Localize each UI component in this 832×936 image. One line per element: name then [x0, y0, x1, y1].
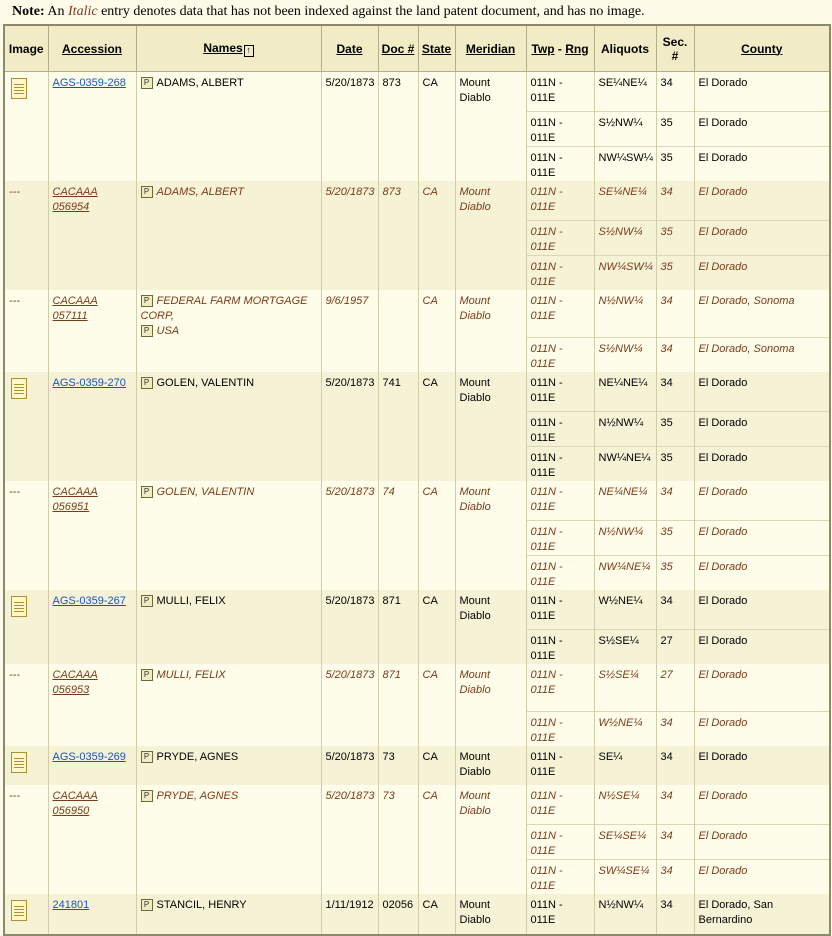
name-entry	[141, 485, 317, 500]
county-cell: El Dorado	[694, 147, 830, 182]
county-cell: El Dorado	[694, 112, 830, 147]
aliquots-cell: S½SE¼	[594, 664, 656, 712]
document-icon[interactable]	[11, 78, 27, 99]
image-cell	[4, 785, 48, 894]
sec-cell: 34	[656, 746, 694, 785]
state-cell: CA	[418, 290, 455, 372]
meridian-cell: Mount Diablo	[455, 894, 526, 935]
patent-row	[4, 785, 830, 825]
meridian-cell: Mount Diablo	[455, 481, 526, 590]
meridian-cell: Mount Diablo	[455, 590, 526, 664]
aliquots-cell: N½NW¼	[594, 894, 656, 935]
sec-cell: 34	[656, 825, 694, 860]
names-cell	[136, 894, 321, 935]
twp-rng-cell: 011N - 011E	[526, 556, 594, 591]
land-patent-table	[3, 24, 831, 936]
note-post: entry denotes data that has not been indexed against the land patent document, and has no image.	[101, 4, 645, 19]
date-header[interactable]: Date	[321, 25, 378, 72]
date-cell: 9/6/1957	[321, 290, 378, 372]
sec-cell: 34	[656, 481, 694, 521]
sec-header: Sec. #	[656, 25, 694, 72]
aliquots-cell: N½SE¼	[594, 785, 656, 825]
state-cell: CA	[418, 590, 455, 664]
aliquots-cell: W½NE¼	[594, 590, 656, 630]
county-cell: El Dorado	[694, 825, 830, 860]
header-row	[4, 25, 830, 72]
aliquots-cell: SE¼NE¼	[594, 181, 656, 221]
sec-cell: 35	[656, 147, 694, 182]
names-cell	[136, 372, 321, 481]
patent-row	[4, 481, 830, 521]
name-entry	[141, 185, 317, 200]
image-cell[interactable]	[4, 72, 48, 182]
image-cell[interactable]	[4, 590, 48, 664]
state-cell: CA	[418, 181, 455, 290]
state-cell: CA	[418, 785, 455, 894]
no-image-dash: ---	[9, 295, 20, 307]
patent-row	[4, 664, 830, 712]
sec-cell: 35	[656, 447, 694, 482]
state-cell: CA	[418, 72, 455, 182]
patent-row	[4, 290, 830, 338]
patentee-name: FEDERAL FARM MORTGAGE CORP,	[140, 295, 308, 322]
name-entry	[141, 324, 317, 339]
patentee-name: ADAMS, ALBERT	[156, 77, 244, 89]
county-cell: El Dorado	[694, 664, 830, 712]
name-entry	[141, 789, 317, 804]
accession-link[interactable]: CACAAA 056950	[52, 790, 98, 817]
doc-cell: 873	[378, 72, 418, 182]
county-cell: El Dorado	[694, 712, 830, 747]
patent-row	[4, 72, 830, 112]
name-entry	[141, 594, 317, 609]
twp-rng-cell: 011N - 011E	[526, 894, 594, 935]
names-cell	[136, 181, 321, 290]
sec-cell: 35	[656, 521, 694, 556]
patentee-icon: P	[141, 595, 153, 607]
document-icon[interactable]	[11, 378, 27, 399]
names-cell	[136, 590, 321, 664]
accession-cell	[48, 290, 136, 372]
accession-link[interactable]: 241801	[52, 899, 90, 911]
doc-cell: 873	[378, 181, 418, 290]
date-cell: 5/20/1873	[321, 72, 378, 182]
county-cell: El Dorado	[694, 481, 830, 521]
date-cell: 5/20/1873	[321, 746, 378, 785]
twp-rng-cell: 011N - 011E	[526, 412, 594, 447]
county-cell: El Dorado	[694, 372, 830, 412]
twp-rng-cell: 011N - 011E	[526, 481, 594, 521]
twp-rng-header[interactable]: Twp - Rng	[526, 25, 594, 72]
doc-cell: 741	[378, 372, 418, 481]
patentee-icon: P	[141, 77, 153, 89]
sec-cell: 35	[656, 256, 694, 291]
doc-cell: 871	[378, 590, 418, 664]
names-cell	[136, 785, 321, 894]
aliquots-cell: NW¼SW¼	[594, 147, 656, 182]
state-cell: CA	[418, 746, 455, 785]
sec-cell: 27	[656, 630, 694, 665]
image-cell[interactable]	[4, 372, 48, 481]
meridian-header[interactable]: Meridian	[455, 25, 526, 72]
accession-cell	[48, 590, 136, 664]
meridian-cell: Mount Diablo	[455, 664, 526, 746]
names-cell	[136, 72, 321, 182]
note-italic-word: Italic	[68, 4, 98, 19]
document-icon[interactable]	[11, 596, 27, 617]
document-icon[interactable]	[11, 752, 27, 773]
twp-rng-cell: 011N - 011E	[526, 712, 594, 747]
accession-link[interactable]: AGS-0359-267	[52, 595, 126, 607]
document-icon[interactable]	[11, 900, 27, 921]
twp-rng-cell: 011N - 011E	[526, 664, 594, 712]
accession-header[interactable]: Accession	[48, 25, 136, 72]
sec-cell: 34	[656, 338, 694, 373]
meridian-cell: Mount Diablo	[455, 290, 526, 372]
name-entry	[141, 668, 317, 683]
county-cell: El Dorado, Sonoma	[694, 290, 830, 338]
names-cell	[136, 481, 321, 590]
twp-rng-cell: 011N - 011E	[526, 338, 594, 373]
accession-link[interactable]: AGS-0359-269	[52, 751, 126, 763]
twp-rng-cell: 011N - 011E	[526, 372, 594, 412]
image-cell	[4, 664, 48, 746]
aliquots-cell: S½NW¼	[594, 112, 656, 147]
no-image-dash: ---	[9, 790, 20, 802]
sec-cell: 35	[656, 112, 694, 147]
patent-row	[4, 746, 830, 785]
no-image-dash: ---	[9, 186, 20, 198]
doc-cell: 73	[378, 785, 418, 894]
aliquots-cell: N½NW¼	[594, 412, 656, 447]
patentee-icon: P	[141, 486, 153, 498]
county-cell: El Dorado	[694, 590, 830, 630]
patent-row	[4, 894, 830, 935]
meridian-cell: Mount Diablo	[455, 72, 526, 182]
state-header[interactable]: State	[418, 25, 455, 72]
accession-cell	[48, 894, 136, 935]
date-cell: 5/20/1873	[321, 481, 378, 590]
county-cell: El Dorado	[694, 521, 830, 556]
no-image-dash: ---	[9, 669, 20, 681]
twp-rng-cell: 011N - 011E	[526, 825, 594, 860]
state-cell: CA	[418, 372, 455, 481]
sec-cell: 34	[656, 785, 694, 825]
names-cell	[136, 664, 321, 746]
image-cell[interactable]	[4, 894, 48, 935]
aliquots-cell: S½NW¼	[594, 338, 656, 373]
meridian-cell: Mount Diablo	[455, 372, 526, 481]
county-cell: El Dorado	[694, 221, 830, 256]
aliquots-cell: NW¼NE¼	[594, 447, 656, 482]
doc-header[interactable]: Doc #	[378, 25, 418, 72]
patent-row	[4, 590, 830, 630]
accession-cell	[48, 785, 136, 894]
accession-cell	[48, 481, 136, 590]
twp-rng-cell: 011N - 011E	[526, 256, 594, 291]
patentee-name: MULLI, FELIX	[156, 669, 226, 681]
meridian-cell: Mount Diablo	[455, 746, 526, 785]
image-header: Image	[4, 25, 48, 72]
accession-link[interactable]: AGS-0359-268	[52, 77, 126, 89]
sec-cell: 34	[656, 372, 694, 412]
aliquots-cell: S½NW¼	[594, 221, 656, 256]
aliquots-cell: NE¼NE¼	[594, 372, 656, 412]
name-entry	[141, 898, 317, 913]
patentee-name: STANCIL, HENRY	[156, 899, 247, 911]
patentee-icon: P	[141, 751, 153, 763]
twp-rng-cell: 011N - 011E	[526, 860, 594, 895]
accession-cell	[48, 181, 136, 290]
sec-cell: 35	[656, 412, 694, 447]
name-entry	[141, 294, 317, 324]
sec-cell: 35	[656, 221, 694, 256]
accession-cell	[48, 372, 136, 481]
accession-link[interactable]: CACAAA 057111	[52, 295, 98, 322]
accession-cell	[48, 746, 136, 785]
date-cell: 5/20/1873	[321, 664, 378, 746]
patentee-icon: P	[141, 669, 153, 681]
county-cell: El Dorado, San Bernardino	[694, 894, 830, 935]
patent-row	[4, 181, 830, 221]
accession-link[interactable]: CACAAA 056954	[52, 186, 98, 213]
twp-rng-cell: 011N - 011E	[526, 746, 594, 785]
county-cell: El Dorado, Sonoma	[694, 338, 830, 373]
accession-link[interactable]: CACAAA 056951	[52, 486, 98, 513]
twp-rng-cell: 011N - 011E	[526, 290, 594, 338]
doc-cell: 02056	[378, 894, 418, 935]
aliquots-cell: N½NW¼	[594, 521, 656, 556]
image-cell[interactable]	[4, 746, 48, 785]
accession-cell	[48, 664, 136, 746]
patentee-icon: P	[141, 790, 153, 802]
patentee-name: GOLEN, VALENTIN	[156, 377, 255, 389]
names-header[interactable]: Names ↑	[136, 25, 321, 72]
patentee-icon: P	[141, 377, 153, 389]
patentee-name: GOLEN, VALENTIN	[156, 486, 255, 498]
patent-row	[4, 372, 830, 412]
twp-rng-cell: 011N - 011E	[526, 590, 594, 630]
county-cell: El Dorado	[694, 630, 830, 665]
name-entry	[141, 376, 317, 391]
twp-rng-cell: 011N - 011E	[526, 630, 594, 665]
state-cell: CA	[418, 664, 455, 746]
twp-rng-cell: 011N - 011E	[526, 112, 594, 147]
patentee-icon: P	[141, 899, 153, 911]
county-cell: El Dorado	[694, 860, 830, 895]
sec-cell: 34	[656, 290, 694, 338]
date-cell: 5/20/1873	[321, 372, 378, 481]
sec-cell: 35	[656, 556, 694, 591]
twp-rng-cell: 011N - 011E	[526, 785, 594, 825]
aliquots-cell: S½SE¼	[594, 630, 656, 665]
aliquots-header: Aliquots	[594, 25, 656, 72]
sec-cell: 34	[656, 72, 694, 112]
sec-cell: 34	[656, 712, 694, 747]
doc-cell: 74	[378, 481, 418, 590]
sec-cell: 34	[656, 894, 694, 935]
date-cell: 5/20/1873	[321, 590, 378, 664]
date-cell: 5/20/1873	[321, 181, 378, 290]
county-cell: El Dorado	[694, 256, 830, 291]
aliquots-cell: W½NE¼	[594, 712, 656, 747]
note-pre: An	[47, 4, 65, 19]
patentee-name: ADAMS, ALBERT	[156, 186, 244, 198]
name-entry	[141, 76, 317, 91]
state-cell: CA	[418, 481, 455, 590]
sort-up-icon[interactable]: ↑	[244, 45, 254, 57]
no-image-dash: ---	[9, 486, 20, 498]
date-cell: 1/11/1912	[321, 894, 378, 935]
patentee-name: MULLI, FELIX	[156, 595, 226, 607]
aliquots-cell: NW¼SW¼	[594, 256, 656, 291]
aliquots-cell: SE¼SE¼	[594, 825, 656, 860]
twp-rng-cell: 011N - 011E	[526, 72, 594, 112]
image-cell	[4, 290, 48, 372]
names-cell	[136, 746, 321, 785]
meridian-cell: Mount Diablo	[455, 785, 526, 894]
twp-rng-cell: 011N - 011E	[526, 221, 594, 256]
patentee-icon: P	[141, 295, 153, 307]
state-cell: CA	[418, 894, 455, 935]
aliquots-cell: SW¼SE¼	[594, 860, 656, 895]
name-entry	[141, 750, 317, 765]
county-cell: El Dorado	[694, 181, 830, 221]
patentee-icon: P	[141, 186, 153, 198]
doc-cell: 73	[378, 746, 418, 785]
aliquots-cell: NE¼NE¼	[594, 481, 656, 521]
sec-cell: 34	[656, 860, 694, 895]
patentee-name: PRYDE, AGNES	[156, 790, 239, 802]
twp-rng-cell: 011N - 011E	[526, 147, 594, 182]
county-cell: El Dorado	[694, 447, 830, 482]
accession-link[interactable]: CACAAA 056953	[52, 669, 98, 696]
italic-note	[0, 0, 832, 24]
meridian-cell: Mount Diablo	[455, 181, 526, 290]
aliquots-cell: SE¼NE¼	[594, 72, 656, 112]
image-cell	[4, 481, 48, 590]
sec-cell: 27	[656, 664, 694, 712]
sec-cell: 34	[656, 590, 694, 630]
accession-cell	[48, 72, 136, 182]
aliquots-cell: N½NW¼	[594, 290, 656, 338]
twp-rng-cell: 011N - 011E	[526, 447, 594, 482]
patentee-name: PRYDE, AGNES	[156, 751, 239, 763]
county-cell: El Dorado	[694, 785, 830, 825]
county-cell: El Dorado	[694, 556, 830, 591]
county-cell: El Dorado	[694, 72, 830, 112]
twp-rng-cell: 011N - 011E	[526, 521, 594, 556]
image-cell	[4, 181, 48, 290]
county-cell: El Dorado	[694, 412, 830, 447]
names-cell	[136, 290, 321, 372]
sec-cell: 34	[656, 181, 694, 221]
aliquots-cell: NW¼NE¼	[594, 556, 656, 591]
doc-cell	[378, 290, 418, 372]
doc-cell: 871	[378, 664, 418, 746]
county-cell: El Dorado	[694, 746, 830, 785]
patentee-name: USA	[156, 325, 180, 337]
aliquots-cell: SE¼	[594, 746, 656, 785]
date-cell: 5/20/1873	[321, 785, 378, 894]
county-header[interactable]: County	[694, 25, 830, 72]
twp-rng-cell: 011N - 011E	[526, 181, 594, 221]
note-label: Note:	[12, 4, 45, 19]
accession-link[interactable]: AGS-0359-270	[52, 377, 126, 389]
patentee-icon: P	[141, 325, 153, 337]
